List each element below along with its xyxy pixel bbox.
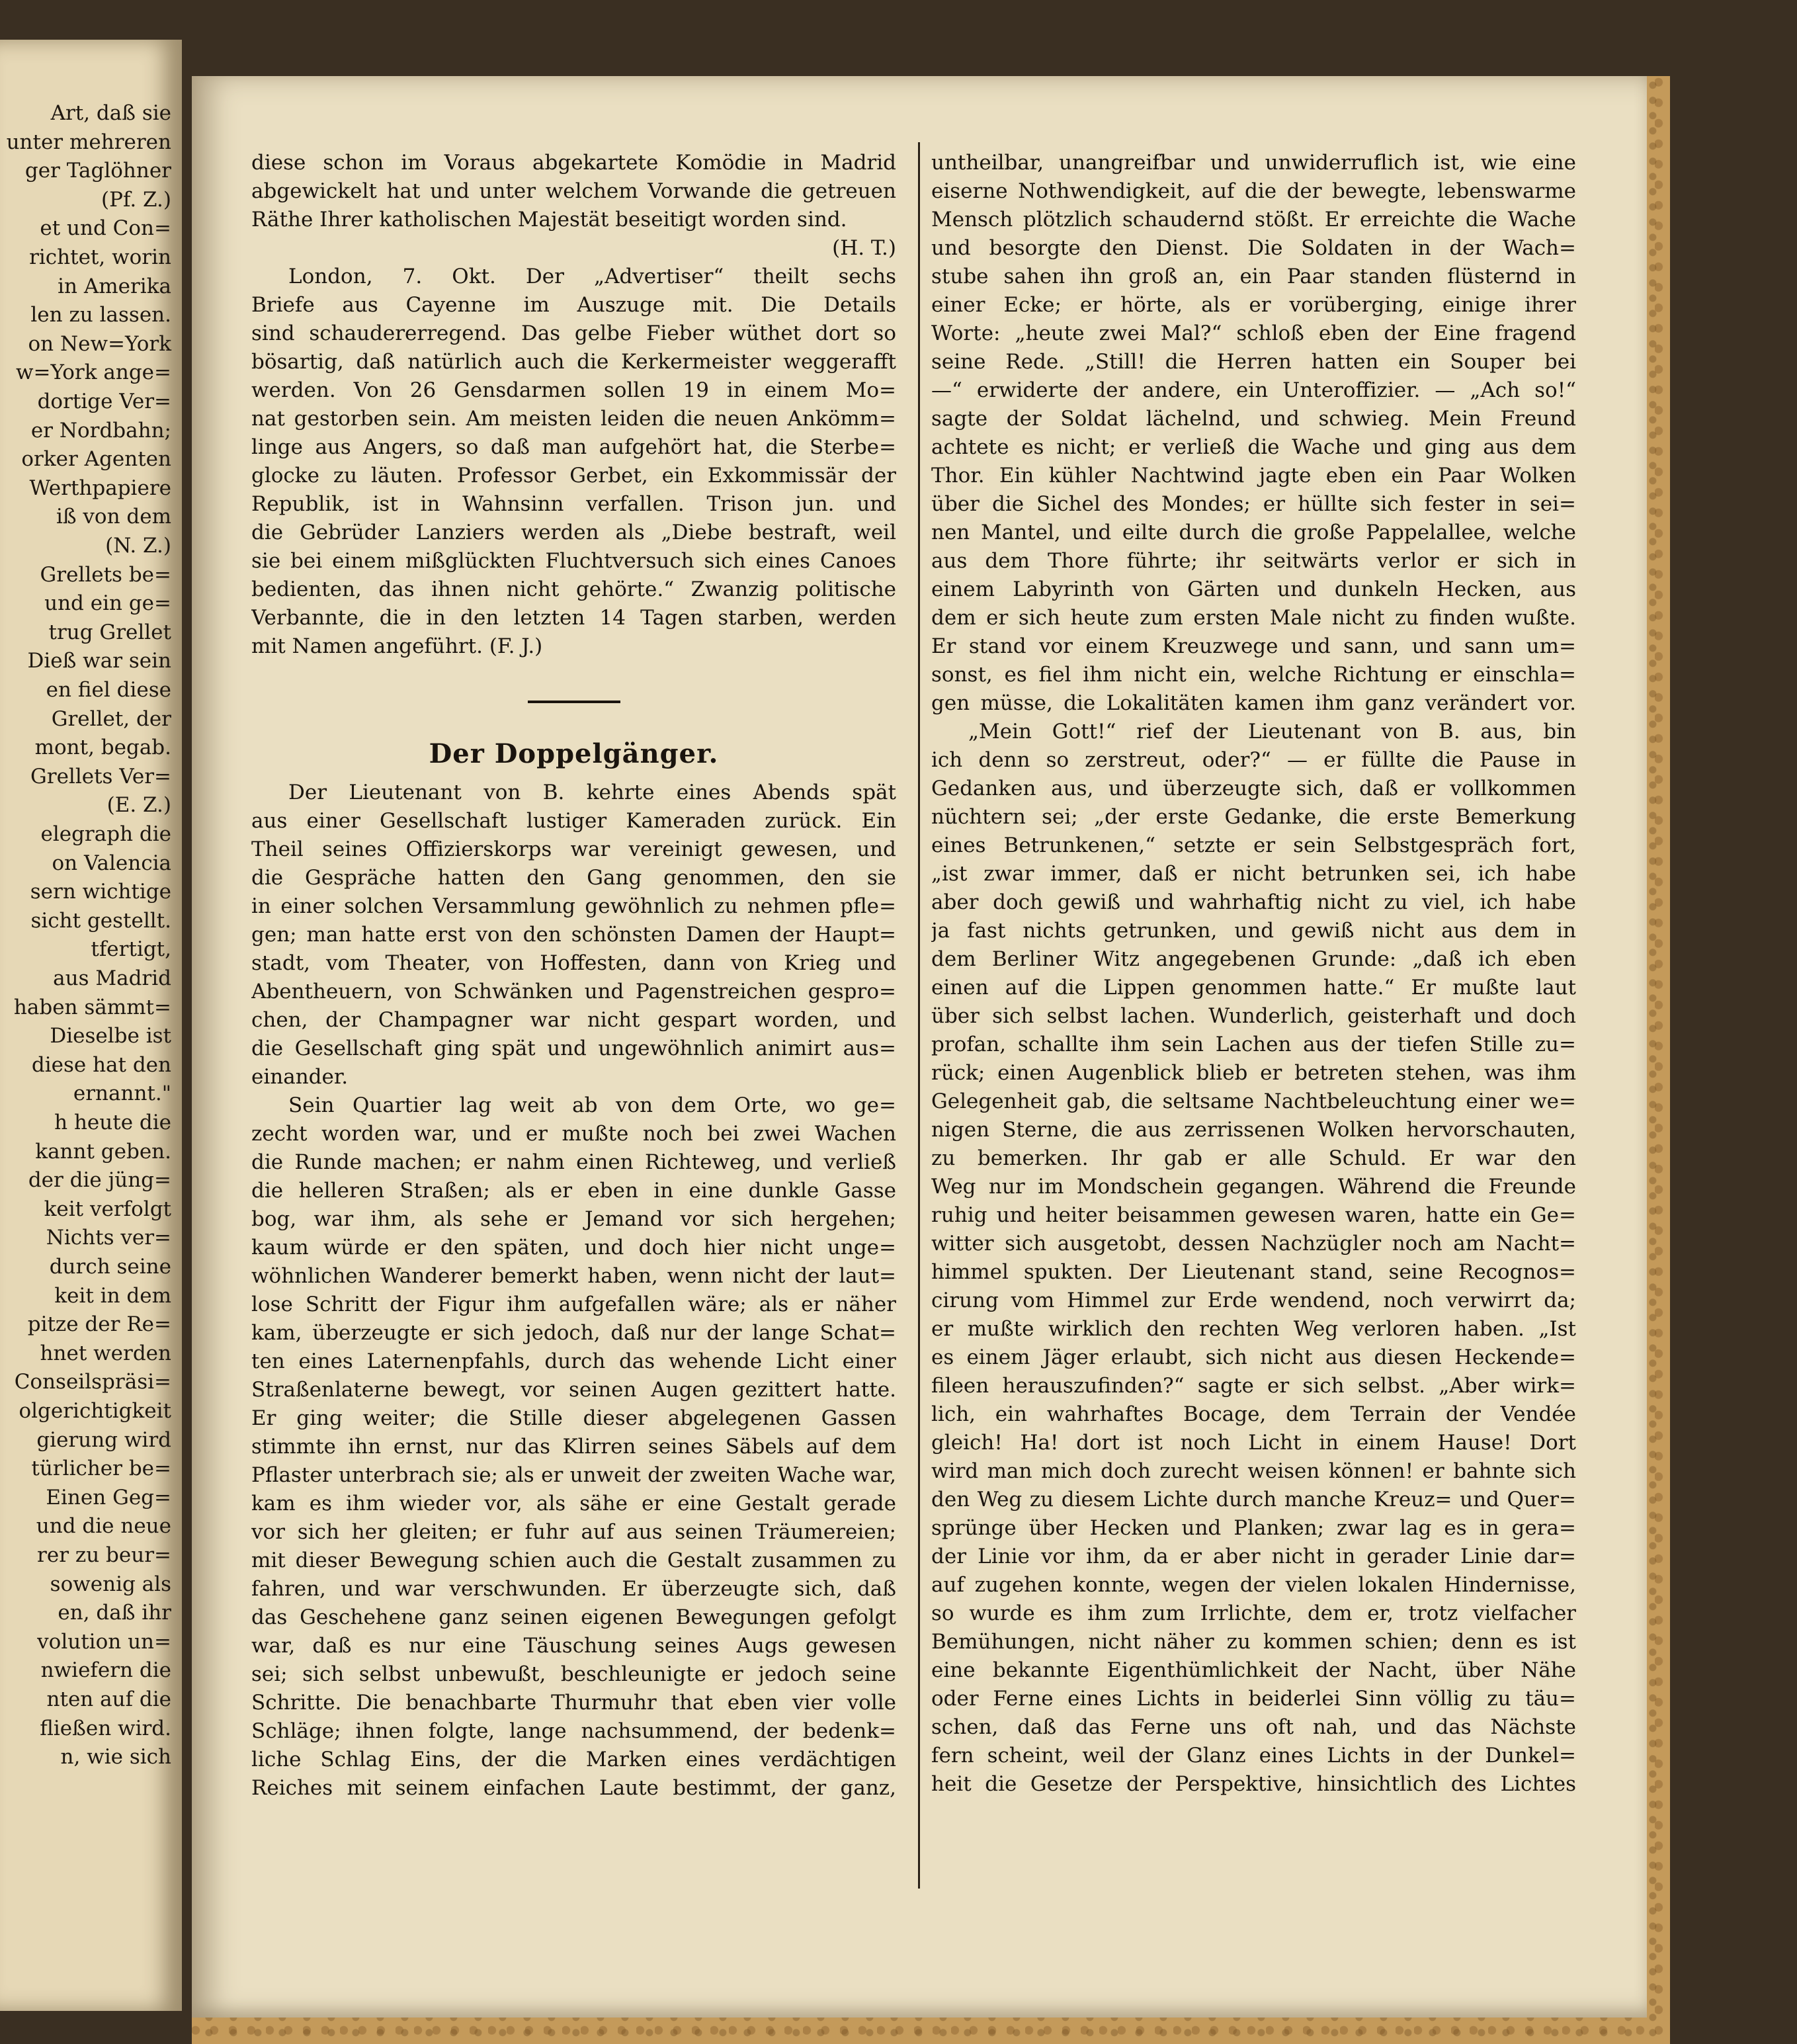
story-line: vor sich her gleiten; er fuhr auf aus seinen Träumereien; [251,1520,896,1544]
left-fragment-line: on New=York [28,331,171,356]
story-line: der Linie vor ihm, da er aber nicht in gerader Linie dar= [931,1545,1576,1568]
left-fragment-line: Art, daß sie [50,101,171,125]
story-line: einer Ecke; er hörte, als er vorüberging, einige ihrer [931,293,1576,317]
article-line: (H. T.) [832,236,896,260]
story-line: mit dieser Bewegung schien auch die Gestalt zusammen zu [251,1549,896,1572]
left-fragment-line: Grellets be= [40,562,171,587]
story-headline: Der Doppelgänger. [429,738,719,769]
story-line: ja fast nichts getrunken, und gewiß nicht aus dem in [931,919,1576,943]
story-line: eine bekannte Eigenthümlichkeit der Nacht, über Nähe [931,1658,1576,1682]
left-fragment-line: sowenig als [50,1572,171,1596]
left-fragment-line: Nichts ver= [46,1226,171,1250]
article-line: Räthe Ihrer katholischen Majestät beseitigt worden sind. [251,208,847,232]
left-fragment-line: len zu lassen. [30,303,171,327]
story-line: gen müsse, die Lokalitäten kamen ihm ganz verändert vor. [931,691,1576,715]
story-line: eines Betrunkenen,“ setzte er sein Selbstgespräch fort, [931,833,1576,857]
column-rule [918,142,920,1889]
left-fragment-line: Grellet, der [51,706,171,731]
story-line: stimmte ihn ernst, nur das Klirren seines Säbels auf dem [251,1435,896,1459]
story-line: Mensch plötzlich schaudernd stößt. Er erreichte die Wache [931,208,1576,232]
story-line: lose Schritt der Figur ihm aufgefallen wäre; als er näher [251,1293,896,1316]
story-line: zecht worden war, und er mußte noch bei zwei Wachen [251,1122,896,1146]
left-fragment-line: ernannt." [73,1082,171,1106]
story-line: wöhnlichen Wanderer bemerkt haben, wenn nicht der laut= [251,1264,896,1288]
story-line: lich, ein wahrhaftes Bocage, dem Terrain der Vendée [931,1402,1576,1426]
left-fragment-line: keit verfolgt [44,1197,171,1221]
left-fragment-line: volution un= [37,1629,171,1654]
story-line: gleich! Ha! dort ist noch Licht in einem Hause! Dort [931,1431,1576,1455]
story-line: schen, daß das Ferne uns oft nah, und das Nächste [931,1715,1576,1739]
story-line: fern scheint, weil der Glanz eines Lichts in der Dunkel= [931,1744,1576,1767]
article-line: sind schaudererregend. Das gelbe Fieber wüthet dort so [251,321,896,345]
story-line: Weg nur im Mondschein gegangen. Während die Freunde [931,1175,1576,1199]
story-line: rück; einen Augenblick blieb er betreten stehen, was ihm [931,1061,1576,1085]
story-line: er mußte wirklich den rechten Weg verloren haben. „Ist [931,1317,1576,1341]
article-line: diese schon im Voraus abgekartete Komödie in Madrid [251,151,896,175]
story-line: himmel spukten. Der Lieutenant stand, seine Recognos= [931,1260,1576,1284]
article-line: mit Namen angeführt. (F. J.) [251,634,543,658]
left-fragment-line: keit in dem [54,1283,171,1308]
article-line: linge aus Angers, so daß man aufgehört hat, die Sterbe= [251,435,896,459]
story-line: Pflaster unterbrach sie; als er unweit der zweiten Wache war, [251,1463,896,1487]
left-fragment-line: (E. Z.) [106,793,171,818]
story-line: Straßenlaterne bewegt, vor seinen Augen gezittert hatte. [251,1378,896,1402]
story-line: so wurde es ihm zum Irrlichte, dem er, trotz vielfacher [931,1601,1576,1625]
left-fragment-line: und die neue [36,1514,171,1539]
article-line: die Gebrüder Lanziers werden als „Diebe bestraft, weil [251,521,896,544]
left-fragment-line: richtet, worin [29,245,171,269]
story-line: —“ erwiderte der andere, ein Unteroffizier. — „Ach so!“ [931,378,1576,402]
article-line: sie bei einem mißglückten Fluchtversuch sich eines Canoes [251,549,896,573]
story-line: Sein Quartier lag weit ab von dem Orte, wo ge= [288,1093,896,1117]
left-fragment-line: Dieß war sein [27,649,171,673]
left-fragment-line: tfertigt, [91,937,171,962]
article-line: London, 7. Okt. Der „Advertiser“ theilt sechs [288,265,896,288]
story-line: aus einer Gesellschaft lustiger Kameraden zurück. Ein [251,809,896,833]
story-line: über sich selbst lachen. Wunderlich, geisterhaft und doch [931,1004,1576,1028]
story-line: kam, überzeugte er sich jedoch, daß nur der lange Schat= [251,1321,896,1345]
story-line: nüchtern sei; „der erste Gedanke, die erste Bemerkung [931,805,1576,829]
story-line: sonst, es fiel ihm nicht ein, welche Richtung er einschla= [931,663,1576,687]
story-line: gen; man hatte erst von den schönsten Damen der Haupt= [251,923,896,947]
left-fragment-line: diese hat den [31,1052,171,1077]
story-line: auf zugehen konnte, wegen der vielen lokalen Hindernisse, [931,1573,1576,1597]
story-line: heit die Gesetze der Perspektive, hinsichtlich des Lichtes [931,1772,1576,1796]
left-fragment-line: fließen wird. [40,1716,171,1740]
story-line: einander. [251,1065,349,1089]
story-line: Schritte. Die benachbarte Thurmuhr that eben vier volle [251,1691,896,1715]
story-line: Schläge; ihnen folgte, lange nachsummend, der bedenk= [251,1719,896,1743]
story-line: die Runde machen; er nahm einen Richteweg, und verließ [251,1150,896,1174]
story-line: einem Labyrinth von Gärten und dunkeln Hecken, aus [931,577,1576,601]
left-fragment-line: h heute die [54,1111,171,1134]
left-facing-page [0,40,182,2011]
story-line: die Gespräche hatten den Gang genommen, den sie [251,866,896,890]
left-fragment-line: on Valencia [52,851,171,875]
story-line: die Gesellschaft ging spät und ungewöhnlich animirt aus= [251,1037,896,1060]
left-fragment-line: (N. Z.) [105,534,171,558]
left-fragment-line: aus Madrid [53,966,171,990]
story-line: aus dem Thore führte; ihr seitwärts verlor er sich in [931,549,1576,573]
left-fragment-line: haben sämmt= [13,995,171,1019]
story-line: dem Berliner Witz angegebenen Grunde: „daß ich eben [931,947,1576,971]
story-line: fileen herauszufinden?“ sagte er sich selbst. „Aber wirk= [931,1374,1576,1398]
left-fragment-line: ger Taglöhner [24,159,171,183]
left-fragment-line: trug Grellet [48,620,171,644]
left-fragment-line: Conseilspräsi= [14,1370,171,1394]
story-line: nen Mantel, und eilte durch die große Pappelallee, welche [931,521,1576,544]
story-line: stube sahen ihn groß an, ein Paar standen flüsternd in [931,265,1576,288]
story-line: Er stand vor einem Kreuzwege und sann, und sann um= [931,634,1576,658]
story-line: Gedanken aus, und überzeugte sich, daß er vollkommen [931,777,1576,800]
story-line: achtete es nicht; er verließ die Wache und ging aus dem [931,435,1576,459]
story-line: Reiches mit seinem einfachen Laute bestimmt, der ganz, [251,1776,896,1800]
story-line: war, daß es nur eine Täuschung seines Augs gewesen [251,1634,896,1658]
story-line: die helleren Straßen; als er eben in eine dunkle Gasse [251,1179,896,1203]
left-fragment-line: en fiel diese [46,678,171,702]
story-line: sprünge über Hecken und Planken; zwar lag es in gera= [931,1516,1576,1540]
left-fragment-line: et und Con= [40,216,171,241]
left-fragment-line: sicht gestellt. [30,908,171,933]
story-line: aber doch gewiß und wahrhaftig nicht zu viel, ich habe [931,890,1576,914]
left-fragment-line: er Nordbahn; [30,418,171,443]
story-line: kaum würde er den späten, und doch hier nicht unge= [251,1236,896,1259]
left-fragment-line: nten auf die [46,1687,171,1711]
story-line: ten eines Laternenpfahls, durch das wehende Licht einer [251,1349,896,1373]
story-line: untheilbar, unangreifbar und unwiderruflich ist, wie eine [931,151,1576,175]
story-line: zu bemerken. Ihr gab er alle Schuld. Er war den [931,1146,1576,1170]
story-line: Thor. Ein kühler Nachtwind jagte eben ein Paar Wolken [931,464,1576,488]
article-line: bedienten, das ihnen nicht gehörte.“ Zwanzig politische [251,577,896,601]
story-line: sei; sich selbst unbewußt, beschleunigte er jedoch seine [251,1662,896,1686]
story-line: das Geschehene ganz seinen eigenen Bewegungen gefolgt [251,1605,896,1629]
story-line: witter sich ausgetobt, dessen Nachzügler noch am Nacht= [931,1232,1576,1256]
left-fragment-line: in Amerika [58,274,171,298]
left-fragment-line: Werthpapiere [29,476,171,500]
left-fragment-line: nwiefern die [40,1658,171,1683]
left-fragment-line: unter mehreren [6,130,171,154]
story-line: ich denn so zerstreut, oder?“ — er füllte die Pause in [931,748,1576,772]
story-line: chen, der Champagner war nicht gespart worden, und [251,1008,896,1032]
left-fragment-line: (Pf. Z.) [101,187,171,212]
article-line: bösartig, daß natürlich auch die Kerkermeister weggerafft [251,350,896,374]
story-line: eiserne Nothwendigkeit, auf die der bewegte, lebenswarme [931,179,1576,203]
story-line: in einer solchen Versammlung gewöhnlich zu nehmen pfle= [251,894,896,918]
article-line: werden. Von 26 Gensdarmen sollen 19 in einem Mo= [251,378,896,402]
story-line: Er ging weiter; die Stille dieser abgelegenen Gassen [251,1406,896,1430]
left-fragment-line: Einen Geg= [46,1485,171,1510]
story-line: es einem Jäger erlaubt, sich nicht aus diesen Heckende= [931,1345,1576,1369]
story-line: und besorgte den Dienst. Die Soldaten in der Wach= [931,236,1576,260]
article-line: abgewickelt hat und unter welchem Vorwande die getreuen [251,179,896,203]
story-line: oder Ferne eines Lichts in beiderlei Sinn völlig zu täu= [931,1687,1576,1711]
left-fragment-line: sern wichtige [30,880,171,904]
story-line: den Weg zu diesem Lichte durch manche Kreuz= und Quer= [931,1488,1576,1512]
left-fragment-line: n, wie sich [60,1745,171,1769]
left-fragment-line: orker Agenten [21,447,171,472]
story-line: profan, schallte ihm sein Lachen aus der tiefen Stille zu= [931,1033,1576,1056]
left-fragment-line: mont, begab. [34,736,171,760]
story-line: Theil seines Offizierskorps war vereinigt gewesen, und [251,837,896,861]
story-line: kam es ihm wieder vor, als sähe er eine Gestalt gerade [251,1492,896,1515]
left-fragment-line: gierung wird [36,1427,171,1452]
story-line: Bemühungen, nicht näher zu kommen schien; denn es ist [931,1630,1576,1654]
left-fragment-line: Dieselbe ist [50,1024,171,1048]
story-line: einen auf die Lippen genommen hatte.“ Er mußte laut [931,976,1576,1000]
left-fragment-line: w=York ange= [15,361,171,385]
story-line: sagte der Soldat lächelnd, und schwieg. Mein Freund [931,407,1576,431]
article-line: nat gestorben sein. Am meisten leiden die neuen Ankömm= [251,407,896,431]
story-line: ruhig und heiter beisammen gewesen waren, hatte ein Ge= [931,1203,1576,1227]
story-line: nigen Sterne, die aus zerrissenen Wolken hervorschauten, [931,1118,1576,1142]
story-line: liche Schlag Eins, der die Marken eines verdächtigen [251,1748,896,1771]
section-divider [528,701,620,703]
left-fragment-line: dortige Ver= [37,390,171,413]
story-line: „ist zwar immer, daß er nicht betrunken sei, ich habe [931,862,1576,886]
story-line: bog, war ihm, als sehe er Jemand vor sich hergehen; [251,1207,896,1231]
story-line: stadt, vom Theater, von Hoffesten, dann von Krieg und [251,951,896,975]
story-line: Gelegenheit gab, die seltsame Nachtbeleuchtung einer we= [931,1089,1576,1113]
article-line: Briefe aus Cayenne im Auszuge mit. Die Details [251,293,896,317]
left-fragment-line: und ein ge= [44,591,171,616]
left-fragment-line: olgerichtigkeit [19,1399,171,1423]
left-fragment-line: pitze der Re= [27,1312,171,1337]
left-fragment-line: kannt geben. [35,1139,171,1164]
story-line: Der Lieutenant von B. kehrte eines Abends spät [288,781,896,804]
story-line: Abentheuern, von Schwänken und Pagenstreichen gespro= [251,980,896,1003]
story-line: cirung vom Himmel zur Erde wendend, noch verwirrt da; [931,1289,1576,1312]
left-fragment-line: der die jüng= [28,1168,171,1193]
left-fragment-line: en, daß ihr [58,1601,171,1625]
column-right [931,149,1576,1799]
left-fragment-line: iß von dem [56,505,171,529]
column-left [251,149,896,1803]
left-fragment-line: türlicher be= [31,1457,171,1481]
left-fragment-line: elegraph die [40,822,171,846]
story-line: Worte: „heute zwei Mal?“ schloß eben der Eine fragend [931,321,1576,345]
story-line: wird man mich doch zurecht weisen können! er bahnte sich [931,1459,1576,1483]
left-fragment-line: Grellets Ver= [30,764,171,788]
story-line: seine Rede. „Still! die Herren hatten ein Souper bei [931,350,1576,374]
story-line: „Mein Gott!“ rief der Lieutenant von B. aus, bin [968,720,1576,744]
story-line: fahren, und war verschwunden. Er überzeugte sich, daß [251,1577,896,1601]
article-line: glocke zu läuten. Professor Gerbet, ein Exkommissär der [251,464,896,488]
left-fragment-line: rer zu beur= [37,1543,171,1567]
article-line: Republik, ist in Wahnsinn verfallen. Trison jun. und [251,492,896,516]
right-page [192,76,1647,2018]
story-line: über die Sichel des Mondes; er hüllte sich fester in sei= [931,492,1576,516]
left-fragment-line: hnet werden [40,1341,171,1365]
story-line: dem er sich heute zum ersten Male nicht zu finden wußte. [931,606,1576,630]
left-fragment-line: durch seine [49,1255,171,1279]
article-line: Verbannte, die in den letzten 14 Tagen starben, werden [251,606,896,630]
